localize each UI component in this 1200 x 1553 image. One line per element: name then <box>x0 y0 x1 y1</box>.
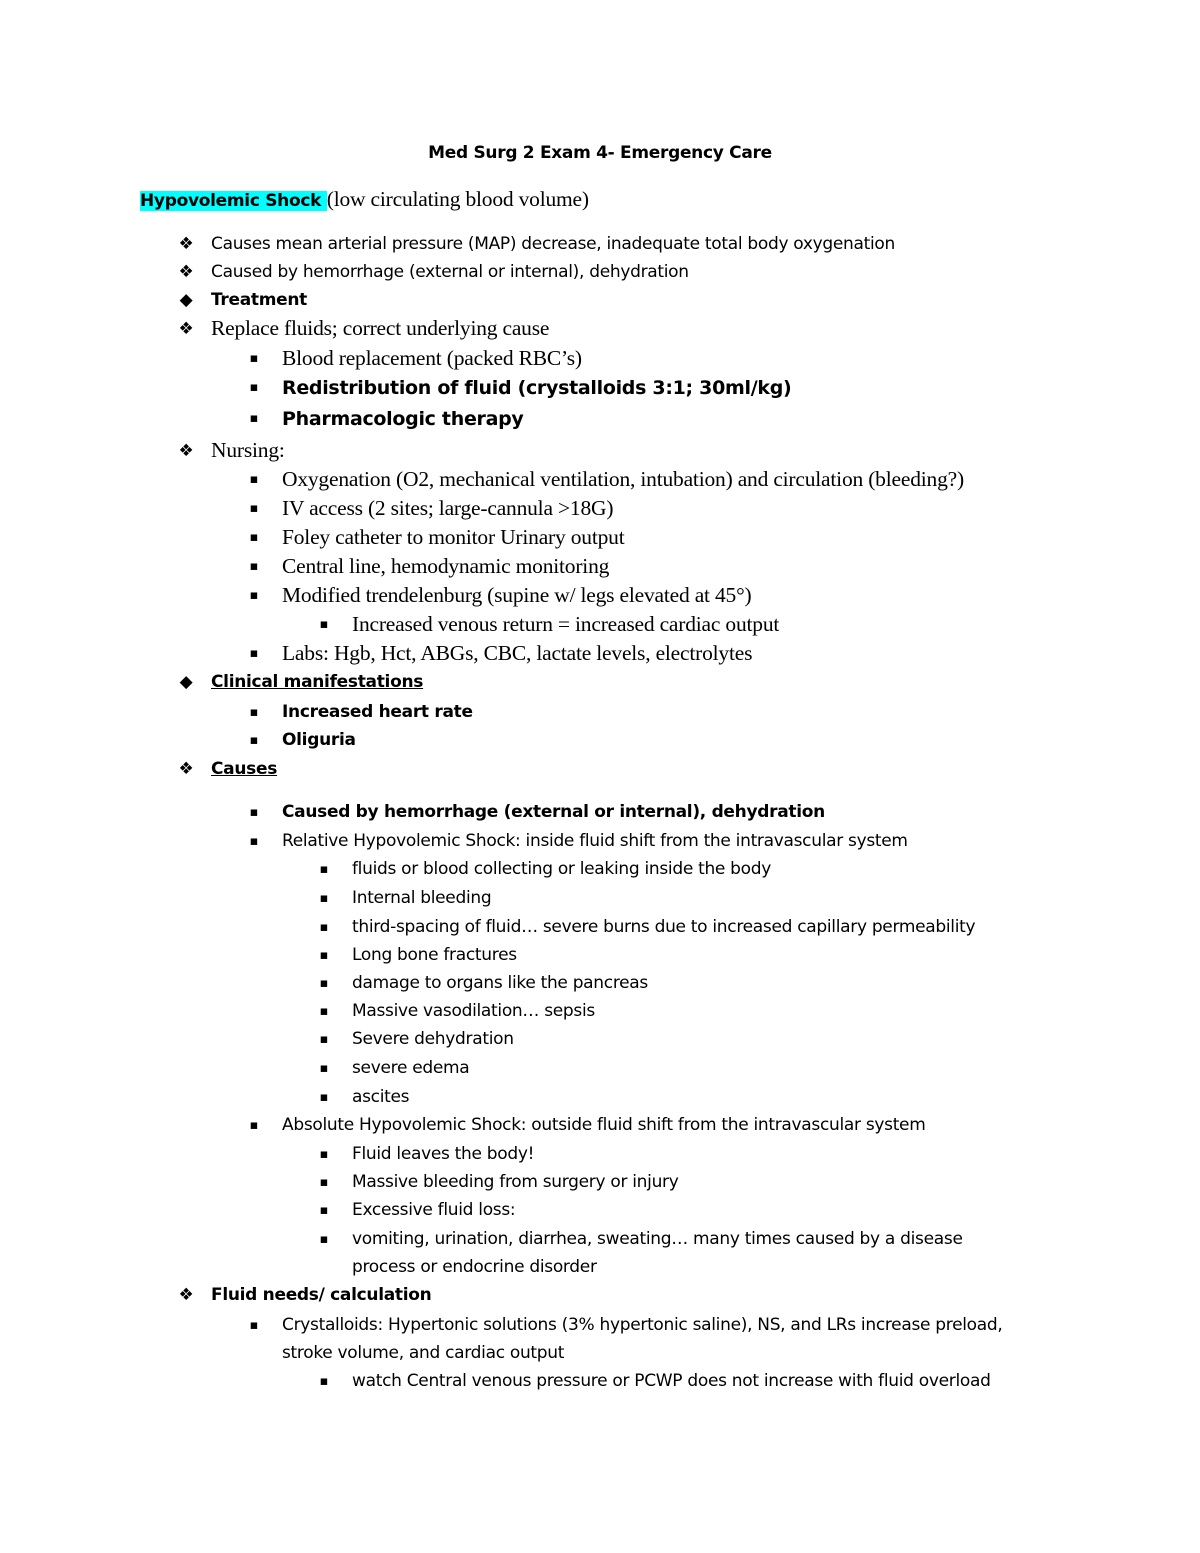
square-bullet-icon: ▪ <box>249 472 259 487</box>
clover-bullet-icon: ❖ <box>178 759 194 779</box>
clover-bullet-icon: ❖ <box>178 262 194 282</box>
heading-highlight: Hypovolemic Shock <box>140 191 327 211</box>
section-heading <box>140 189 589 211</box>
square-bullet-icon: ▪ <box>249 380 259 395</box>
square-bullet-icon: ▪ <box>249 705 259 720</box>
document-title: Med Surg 2 Exam 4- Emergency Care <box>428 143 772 163</box>
document-page: Med Surg 2 Exam 4- Emergency Care Hypovolemic Shock (low circulating blood volume) ❖ Causes mean arterial pressure (MAP) decrease, inadequate total body oxygenation ❖ Caused by hemorrhage (external or internal), dehydration ◆ Treatment ❖ Replace fluids; correct underlying cause ▪ Blood replacement (packed RBC’s) ▪ Redistribution of fluid (crystalloids 3:1; 30ml/kg) ▪ Pharmacologic therapy ❖ Nursing: ▪ Oxygenation (O2, mechanical ventilation, intubation) and circulation (bleeding?) ▪ IV access (2 sites; large-cannula >18G) ▪ Foley catheter to monitor Urinary output ▪ Central line, hemodynamic monitoring ▪ Modified trendelenburg (supine w/ legs elevated at 45°) ▪ Increased venous return = increased cardiac output ▪ Labs: Hgb, Hct, ABGs, CBC, lactate levels, electrolytes ◆ Clinical manifestations ▪ Increased heart rate ▪ Oliguria ❖ Causes ▪ Caused by hemorrhage (external or internal), dehydration ▪ Relative Hypovolemic Shock: inside fluid shift from the intravascular system ▪ fluids or blood collecting or leaking inside the body ▪ Internal bleeding ▪ third-spacing of fluid… severe burns due to increased capillary permeability ▪ Long bone fractures ▪ damage to organs like the pancreas ▪ Massive vasodilation… sepsis ▪ Severe dehydration ▪ severe edema ▪ ascites ▪ Absolute Hypovolemic Shock: outside fluid shift from the intravascular system ▪ Fluid leaves the body! ▪ Massive bleeding from surgery or injury ▪ Excessive fluid loss: ▪ vomiting, urination, diarrhea, sweating… many times caused by a disease process or endocrine disorder ❖ Fluid needs/ calculation ▪ Crystalloids: Hypertonic solutions (3% hypertonic saline), NS, and LRs increase preload, stroke volume, and cardiac output ▪ watch Central venous pressure or PCWP does not increase with fluid overload <box>0 0 1200 1553</box>
diamond-bullet-icon: ◆ <box>179 290 193 310</box>
square-bullet-icon: ▪ <box>319 862 329 877</box>
square-bullet-icon: ▪ <box>319 1032 329 1047</box>
diamond-bullet-icon: ◆ <box>179 672 193 692</box>
square-bullet-icon: ▪ <box>319 920 329 935</box>
square-bullet-icon: ▪ <box>249 530 259 545</box>
square-bullet-icon: ▪ <box>249 1118 259 1133</box>
square-bullet-icon: ▪ <box>249 805 259 820</box>
square-bullet-icon: ▪ <box>249 501 259 516</box>
square-bullet-icon: ▪ <box>249 559 259 574</box>
square-bullet-icon: ▪ <box>319 1061 329 1076</box>
square-bullet-icon: ▪ <box>249 351 259 366</box>
square-bullet-icon: ▪ <box>319 948 329 963</box>
square-bullet-icon: ▪ <box>249 1318 259 1333</box>
square-bullet-icon: ▪ <box>319 1374 329 1389</box>
square-bullet-icon: ▪ <box>319 1232 329 1247</box>
square-bullet-icon: ▪ <box>319 617 329 632</box>
square-bullet-icon: ▪ <box>249 588 259 603</box>
square-bullet-icon: ▪ <box>319 1147 329 1162</box>
clover-bullet-icon: ❖ <box>178 441 194 461</box>
square-bullet-icon: ▪ <box>249 834 259 849</box>
square-bullet-icon: ▪ <box>319 976 329 991</box>
clover-bullet-icon: ❖ <box>178 1285 194 1305</box>
clover-bullet-icon: ❖ <box>178 234 194 254</box>
square-bullet-icon: ▪ <box>249 646 259 661</box>
square-bullet-icon: ▪ <box>319 1203 329 1218</box>
square-bullet-icon: ▪ <box>319 1004 329 1019</box>
clover-bullet-icon: ❖ <box>178 319 194 339</box>
square-bullet-icon: ▪ <box>319 1175 329 1190</box>
square-bullet-icon: ▪ <box>249 411 259 426</box>
square-bullet-icon: ▪ <box>319 891 329 906</box>
square-bullet-icon: ▪ <box>249 733 259 748</box>
heading-subtitle: (low circulating blood volume) <box>326 187 589 211</box>
square-bullet-icon: ▪ <box>319 1090 329 1105</box>
